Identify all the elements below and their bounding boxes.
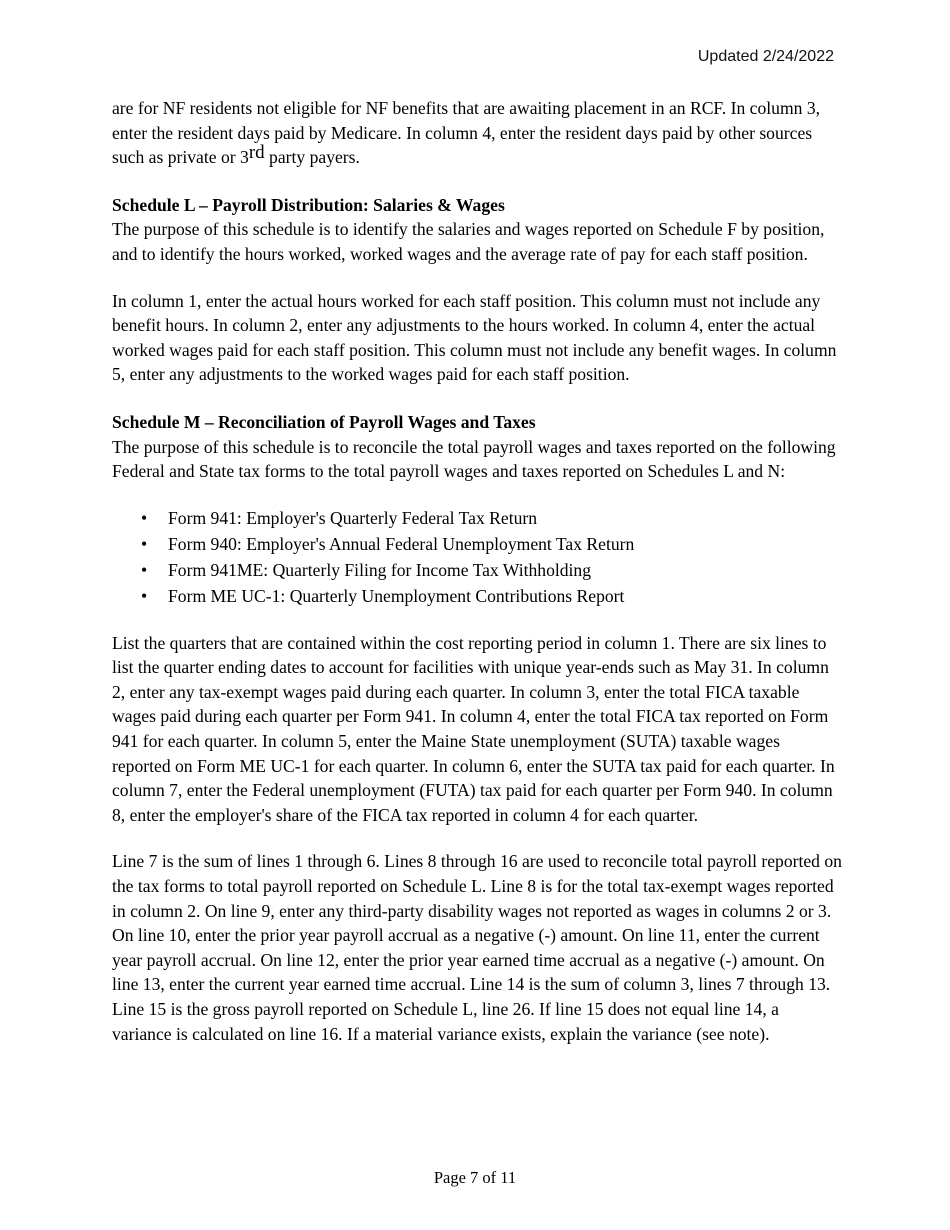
- schedule-l-heading: Schedule L – Payroll Distribution: Salaries & Wages: [112, 194, 505, 215]
- updated-date: Updated 2/24/2022: [697, 48, 834, 65]
- intro-text-end: party payers.: [264, 147, 360, 168]
- list-item: [112, 584, 842, 609]
- page-number: Page 7 of 11: [433, 1168, 517, 1187]
- document-body: [112, 96, 842, 1046]
- list-item-text: Form 940: Employer's Annual Federal Unemployment Tax Return: [168, 533, 635, 554]
- schedule-l-purpose: The purpose of this schedule is to identify the salaries and wages reported on Schedule F by position, and to identify the hours worked, worked wages and the average rate of pay for each staff position.: [112, 219, 825, 264]
- list-item-text: Form 941ME: Quarterly Filing for Income Tax Withholding: [168, 559, 592, 580]
- bullet-icon: •: [141, 586, 148, 606]
- intro-text: are for NF residents not eligible for NF benefits that are awaiting placement in an RCF. In column 3, enter the resident days paid by Medicare. In column 4, enter the resident days paid by other sources such as private or 3: [112, 98, 821, 168]
- schedule-m-quarters-instructions: List the quarters that are contained within the cost reporting period in column 1. There are six lines to list the quarter ending dates to account for facilities with unique year-ends such as May 31. In column 2, enter any tax-exempt wages paid during each quarter. In column 3, enter the total FICA taxable wages paid during each quarter per Form 941. In column 4, enter the total FICA tax reported on Form 941 for each quarter. In column 5, enter the Maine State unemployment (SUTA) taxable wages reported on Form ME UC-1 for each quarter. In column 6, enter the SUTA tax paid for each quarter. In column 7, enter the Federal unemployment (FUTA) tax paid for each quarter per Form 940. In column 8, enter the employer's share of the FICA tax reported in column 4 for each quarter.: [112, 632, 835, 825]
- bullet-icon: •: [141, 559, 148, 580]
- schedule-m-lines-instructions: Line 7 is the sum of lines 1 through 6. Lines 8 through 16 are used to reconcile total payroll reported on the tax forms to total payroll reported on Schedule L. Line 8 is for the total tax-exempt wages reported in column 2. On line 9, enter any third-party disability wages not reported as wages in columns 2 or 3. On line 10, enter the prior year payroll accrual as a negative (-) amount. On line 11, enter the current year payroll accrual. On line 12, enter the prior year earned time accrual as a negative (-) amount. On line 13, enter the current year earned time accrual. Line 14 is the sum of column 3, lines 7 through 13. Line 15 is the gross payroll reported on Schedule L, line 26. If line 15 does not equal line 14, a variance is calculated on line 16. If a material variance exists, explain the variance (see note).: [112, 851, 842, 1044]
- list-item-text: Form 941: Employer's Quarterly Federal Tax Return: [168, 507, 538, 528]
- ordinal-superscript: rd: [248, 142, 265, 164]
- schedule-l-instructions: In column 1, enter the actual hours worked for each staff position. This column must not include any benefit hours. In column 2, enter any adjustments to the hours worked. In column 4, enter the actual worked wages paid for each staff position. This column must not include any benefit wages. In column 5, enter any adjustments to the worked wages paid for each staff position.: [112, 290, 837, 385]
- list-item-text: Form ME UC-1: Quarterly Unemployment Contributions Report: [168, 586, 625, 606]
- list-item: [112, 558, 842, 583]
- list-item: [112, 532, 842, 557]
- list-item: [112, 506, 842, 531]
- intro-paragraph: [112, 96, 842, 170]
- bullet-icon: •: [141, 533, 148, 554]
- tax-forms-list: [112, 506, 842, 609]
- schedule-m-heading: Schedule M – Reconciliation of Payroll Wages and Taxes: [112, 411, 536, 432]
- bullet-icon: •: [141, 507, 148, 528]
- schedule-m-purpose: The purpose of this schedule is to reconcile the total payroll wages and taxes reported on the following Federal and State tax forms to the total payroll wages and taxes reported on Schedules L and N:: [112, 436, 836, 482]
